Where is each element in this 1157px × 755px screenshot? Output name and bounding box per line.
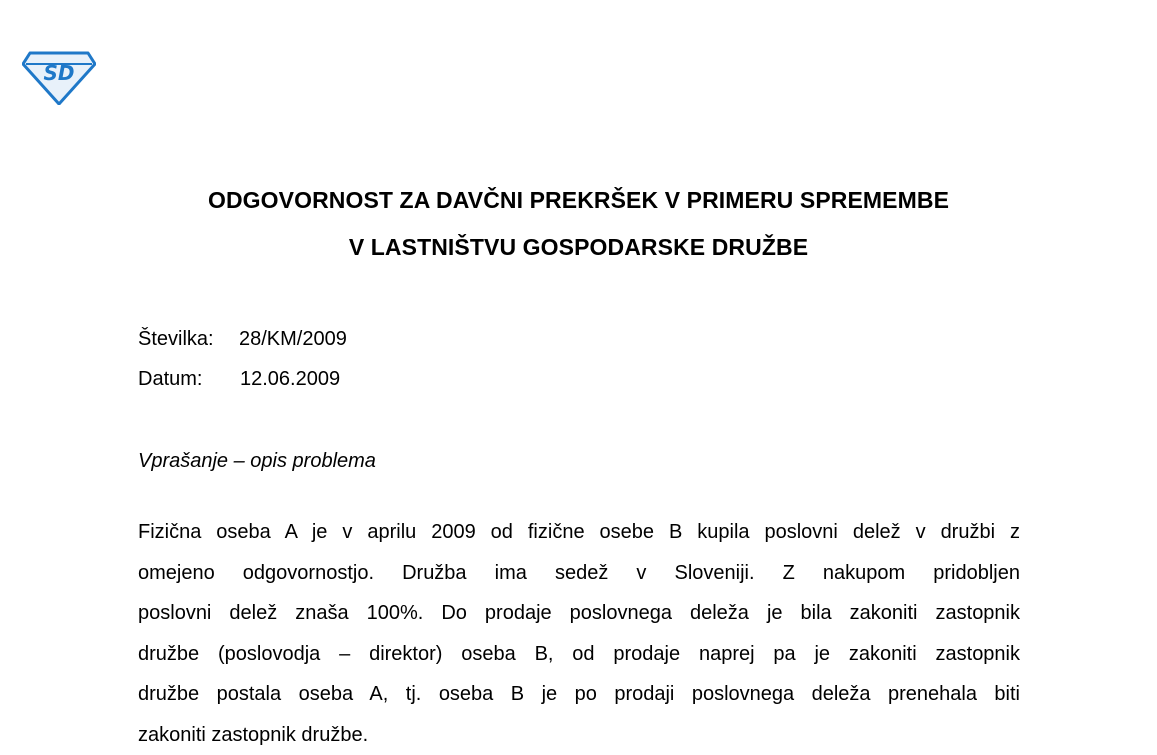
document-number-label: Številka: bbox=[138, 328, 239, 351]
paragraph-line: družbe postala oseba A, tj. oseba B je po prodaji poslovnega deleža prenehala biti bbox=[138, 674, 1020, 715]
paragraph-line: poslovni delež znaša 100%. Do prodaje poslovnega deleža je bila zakoniti zastopnik bbox=[138, 593, 1020, 634]
document-date-label: Datum: bbox=[138, 368, 239, 391]
paragraph-line: družbe (poslovodja – direktor) oseba B, od prodaje naprej pa je zakoniti zastopnik bbox=[138, 634, 1020, 675]
paragraph-line: omejeno odgovornostjo. Družba ima sedež v Sloveniji. Z nakupom pridobljen bbox=[138, 553, 1020, 594]
paragraph-line: Fizična oseba A je v aprilu 2009 od fizične osebe B kupila poslovni delež v družbi z bbox=[138, 512, 1020, 553]
document-title-line-2: V LASTNIŠTVU GOSPODARSKE DRUŽBE bbox=[0, 234, 1157, 261]
document-date-value: 12.06.2009 bbox=[239, 368, 340, 390]
sd-logo-icon bbox=[22, 47, 96, 105]
section-heading: Vprašanje – opis problema bbox=[138, 450, 376, 473]
document-number-row bbox=[138, 328, 347, 351]
logo-text: SD bbox=[43, 61, 74, 85]
document-title-line-1: ODGOVORNOST ZA DAVČNI PREKRŠEK V PRIMERU SPREMEMBE bbox=[0, 187, 1157, 214]
document-date-row bbox=[138, 368, 340, 391]
body-paragraph bbox=[138, 512, 1020, 755]
paragraph-line: zakoniti zastopnik družbe. bbox=[138, 715, 1020, 755]
document-number-value: 28/KM/2009 bbox=[239, 328, 347, 350]
